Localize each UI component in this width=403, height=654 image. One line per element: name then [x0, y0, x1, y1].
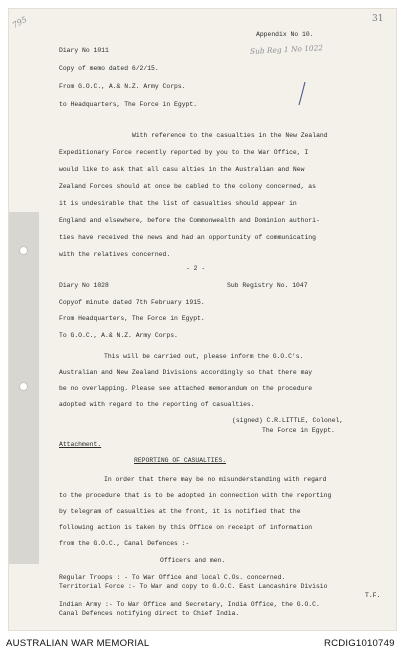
memo1-body-line: Zealand Forces should at once be cabled to the colony concerned, as	[59, 183, 316, 190]
footer-institution: AUSTRALIAN WAR MEMORIAL	[6, 638, 150, 649]
memo1-body-line: with the relatives concerned.	[59, 251, 171, 258]
attachment-list-item: Canal Defences notifying direct to Chief India.	[59, 610, 240, 617]
memo2-from: From Headquarters, The Force in Egypt.	[59, 315, 205, 322]
attachment-body-line: following action is taken by this Office on receipt of information	[59, 524, 313, 531]
attachment-title: REPORTING OF CASUALTIES.	[134, 457, 227, 464]
memo1-body-line: it is undesirable that the list of casualties should appear in	[59, 200, 297, 207]
attachment-subheading: Officers and men.	[160, 557, 226, 564]
memo2-body-line: be no overlapping. Please see attached memorandum on the procedure	[59, 385, 313, 392]
memo1-to: to Headquarters, The Force in Egypt.	[59, 101, 198, 108]
memo1-body-line: England and elsewhere, before the Commonwealth and Dominion authori-	[59, 217, 320, 224]
signature-line: The Force in Egypt.	[262, 427, 335, 434]
attachment-list-item: T.F.	[365, 592, 381, 599]
appendix-number: Appendix No 10.	[256, 31, 314, 38]
memo2-body-line: This will be carried out, please inform the G.O.C's.	[104, 353, 304, 360]
registry-note: Sub Reg 1 No 1022	[249, 43, 324, 56]
signature-line: (signed) C.R.LITTLE, Colonel,	[232, 417, 344, 424]
memo1-body-line: ties have received the news and had an opportunity of communicating	[59, 234, 316, 241]
attachment-list-item: Territorial Force :- To War and copy to G.O.C. East Lancashire Divisio	[59, 583, 328, 590]
memo1-copy: Copy of memo dated 6/2/15.	[59, 65, 159, 72]
memo1-body-line: Expeditionary Force recently reported by you to the War Office, I	[59, 149, 309, 156]
punch-hole	[20, 383, 27, 390]
memo2-body-line: Australian and New Zealand Divisions accordingly so that there may	[59, 369, 313, 376]
memo2-copy: Copyof minute dated 7th February 1915.	[59, 299, 205, 306]
footer-record-id: RCDIG1010749	[324, 638, 395, 649]
attachment-list-item: Indian Army :- To War Office and Secretary, India Office, the G.O.C.	[59, 601, 320, 608]
page-number: 31	[372, 14, 384, 24]
memo2-to: To G.O.C., A.& N.Z. Army Corps.	[59, 332, 178, 339]
memo1-body-line: With reference to the casualties in the New Zealand	[132, 132, 328, 139]
memo1-from: From G.O.C., A.& N.Z. Army Corps.	[59, 83, 186, 90]
attachment-list-item: Regular Troops : - To War Office and local C.Os. concerned.	[59, 574, 286, 581]
memo2-diary: Diary No 1028	[59, 282, 109, 289]
section-separator: - 2 -	[186, 265, 206, 272]
attachment-body-line: from the G.O.C., Canal Defences :-	[59, 540, 190, 547]
memo2-body-line: adopted with regard to the reporting of casualties.	[59, 401, 255, 408]
attachment-body-line: by telegram of casualties at the front, it is notified that the	[59, 508, 301, 515]
folio-number: 795	[10, 14, 29, 31]
attachment-body-line: to the procedure that is to be adopted in connection with the reporting	[59, 492, 332, 499]
handwritten-tick-mark	[296, 80, 310, 108]
memo2-sub-registry: Sub Registry No. 1047	[227, 282, 308, 289]
memo1-diary: Diary No 1011	[59, 47, 109, 54]
punch-hole	[20, 247, 27, 254]
attachment-body-line: In order that there may be no misunderstanding with regard	[104, 476, 327, 483]
memo1-body-line: would like to ask that all casu alties in the Australian and New	[59, 166, 305, 173]
attachment-label: Attachment.	[59, 441, 102, 448]
